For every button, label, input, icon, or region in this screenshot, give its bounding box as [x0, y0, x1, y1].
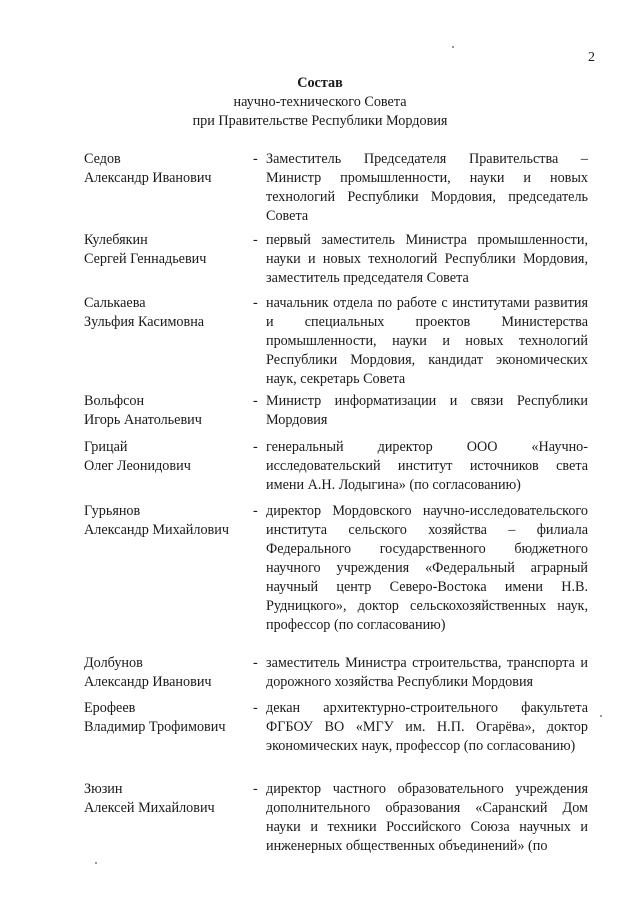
member-surname: Гурьянов	[84, 503, 141, 519]
member-given-names: Александр Михайлович	[84, 522, 229, 538]
separator-dash: -	[253, 393, 258, 409]
separator-dash: -	[253, 439, 258, 455]
member-surname: Ерофеев	[84, 700, 136, 716]
member-name	[84, 502, 249, 540]
scan-speck	[95, 862, 97, 864]
separator-dash: -	[253, 781, 258, 797]
document-header	[0, 74, 640, 131]
member-given-names: Сергей Геннадьевич	[84, 251, 207, 267]
member-surname: Салькаева	[84, 295, 146, 311]
scan-speck	[452, 46, 454, 48]
member-name	[84, 150, 249, 188]
separator-dash: -	[253, 151, 258, 167]
separator-dash: -	[253, 655, 258, 671]
member-name	[84, 699, 249, 737]
member-given-names: Зульфия Касимовна	[84, 314, 205, 330]
member-name	[84, 780, 249, 818]
document-subtitle-line-2: при Правительстве Республики Мордовия	[192, 113, 448, 129]
scan-speck	[600, 715, 602, 717]
member-role: Заместитель Председателя Правительства – Министр промышленности, науки и новых технологий Республики Мордовия, председатель Совета	[266, 151, 588, 224]
separator-dash: -	[253, 295, 258, 311]
member-given-names: Александр Иванович	[84, 170, 212, 186]
member-role: генеральный директор ООО «Научно-исследовательский институт источников света имени А.Н. Лодыгина» (по согласованию)	[266, 439, 588, 493]
separator-dash: -	[253, 232, 258, 248]
document-title: Состав	[297, 75, 343, 91]
member-role: директор частного образовательного учреждения дополнительного образования «Саранский Дом науки и техники Российского Союза научных и инженерных общественных объединений» (по	[266, 781, 588, 854]
member-given-names: Владимир Трофимович	[84, 719, 226, 735]
member-surname: Кулебякин	[84, 232, 148, 248]
member-name	[84, 392, 249, 430]
member-name	[84, 654, 249, 692]
document-subtitle-line-1: научно-технического Совета	[233, 94, 407, 110]
separator-dash: -	[253, 700, 258, 716]
member-name	[84, 231, 249, 269]
member-given-names: Игорь Анатольевич	[84, 412, 202, 428]
member-name	[84, 294, 249, 332]
separator-dash: -	[253, 503, 258, 519]
member-surname: Седов	[84, 151, 121, 167]
member-role: первый заместитель Министра промышленности, науки и новых технологий Республики Мордовия, заместитель председателя Совета	[266, 232, 588, 286]
page-number: 2	[588, 50, 595, 65]
member-role: директор Мордовского научно-исследовательского института сельского хозяйства – филиала Федерального государственного бюджетного научного учреждения «Федеральный аграрный научный центр Северо-Востока имени Н.В. Рудницкого», доктор сельскохозяйственных наук, профессор (по согласованию)	[266, 503, 588, 633]
member-role: Министр информатизации и связи Республики Мордовия	[266, 393, 588, 428]
member-surname: Зюзин	[84, 781, 123, 797]
member-surname: Вольфсон	[84, 393, 145, 409]
member-name	[84, 438, 249, 476]
member-role: начальник отдела по работе с институтами развития и специальных проектов Министерства промышленности, науки и новых технологий Республики Мордовия, кандидат экономических наук, секретарь Совета	[266, 295, 588, 387]
member-surname: Грицай	[84, 439, 128, 455]
member-surname: Долбунов	[84, 655, 143, 671]
member-role: декан архитектурно-строительного факультета ФГБОУ ВО «МГУ им. Н.П. Огарёва», доктор экономических наук, профессор (по согласованию)	[266, 700, 588, 754]
member-given-names: Александр Иванович	[84, 674, 212, 690]
member-role: заместитель Министра строительства, транспорта и дорожного хозяйства Республики Мордовия	[266, 655, 588, 690]
member-given-names: Олег Леонидович	[84, 458, 191, 474]
member-given-names: Алексей Михайлович	[84, 800, 215, 816]
